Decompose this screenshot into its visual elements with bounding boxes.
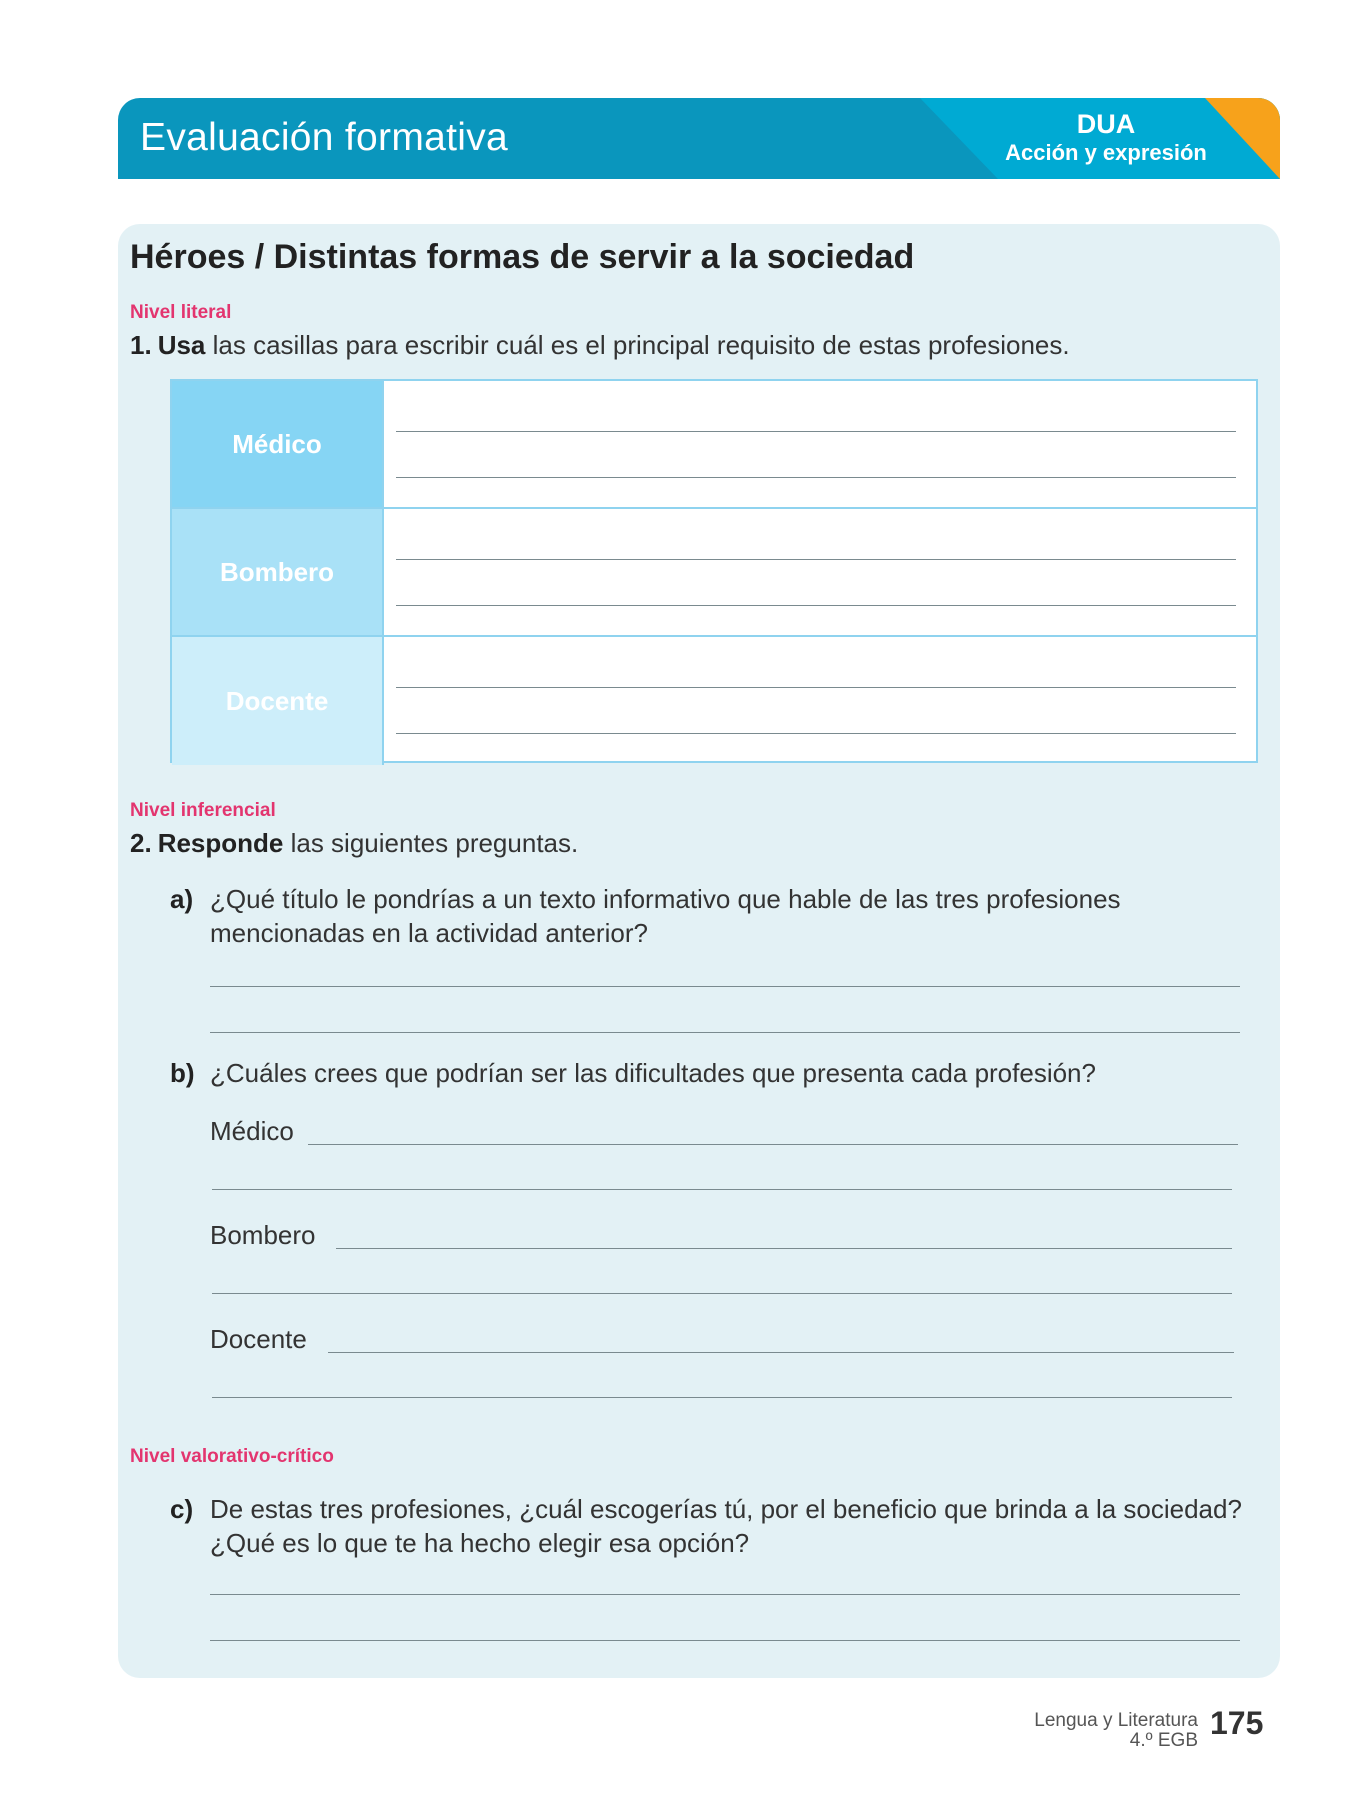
answer-line[interactable]	[396, 687, 1236, 688]
difficulty-label-medico: Médico	[210, 1116, 294, 1146]
question-2a-line2: mencionadas en la actividad anterior?	[210, 918, 648, 948]
answer-line[interactable]	[212, 1189, 1232, 1190]
question-2-text: las siguientes preguntas.	[283, 828, 579, 858]
answer-line[interactable]	[210, 1594, 1240, 1595]
answer-line[interactable]	[396, 477, 1236, 478]
answer-line[interactable]	[308, 1144, 1238, 1145]
activity-panel	[118, 224, 1280, 1678]
question-2-number: 2.	[130, 828, 152, 858]
requirements-table	[170, 379, 1258, 763]
question-2b-letter: b)	[170, 1058, 195, 1088]
question-2c-line1: De estas tres profesiones, ¿cuál escogerías tú, por el beneficio que brinda a la sociedad?	[210, 1494, 1242, 1524]
answer-line[interactable]	[396, 733, 1236, 734]
row-label-bombero: Bombero	[172, 509, 384, 635]
answer-line[interactable]	[212, 1397, 1232, 1398]
section-title: Héroes / Distintas formas de servir a la sociedad	[130, 238, 915, 276]
question-1-text: las casillas para escribir cuál es el principal requisito de estas profesiones.	[205, 330, 1070, 360]
question-2c-line2: ¿Qué es lo que te ha hecho elegir esa opción?	[210, 1528, 750, 1558]
difficulty-label-docente: Docente	[210, 1324, 307, 1354]
answer-line[interactable]	[212, 1293, 1232, 1294]
answer-line[interactable]	[396, 559, 1236, 560]
level-critical: Nivel valorativo-crítico	[130, 1446, 334, 1467]
row-label-docente: Docente	[172, 637, 384, 765]
banner-title: Evaluación formativa	[140, 116, 509, 159]
question-2b-text: ¿Cuáles crees que podrían ser las dificultades que presenta cada profesión?	[210, 1058, 1096, 1088]
answer-line[interactable]	[396, 605, 1236, 606]
question-2c-letter: c)	[170, 1494, 194, 1524]
question-1-number: 1.	[130, 330, 152, 360]
table-row	[172, 637, 1256, 765]
dua-title: DUA	[1076, 109, 1136, 139]
question-1	[130, 330, 1070, 361]
page-number: 175	[1210, 1705, 1264, 1741]
row-label-medico: Médico	[172, 381, 384, 507]
question-1-verb: Usa	[157, 330, 206, 360]
section-banner	[118, 98, 1280, 179]
answer-line[interactable]	[210, 1032, 1240, 1033]
answer-line[interactable]	[396, 431, 1236, 432]
footer-subject	[1034, 1711, 1198, 1751]
answer-line[interactable]	[210, 986, 1240, 987]
dua-subtitle: Acción y expresión	[1005, 140, 1207, 165]
answer-line[interactable]	[210, 1640, 1240, 1641]
dua-tab	[920, 98, 1280, 179]
difficulty-label-bombero: Bombero	[210, 1220, 316, 1250]
footer-subject-name: Lengua y Literatura	[1034, 1710, 1198, 1731]
answer-line[interactable]	[336, 1248, 1232, 1249]
question-2a-line1: ¿Qué título le pondrías a un texto informativo que hable de las tres profesiones	[210, 884, 1121, 914]
footer-grade: 4.º EGB	[1129, 1730, 1198, 1751]
dua-label	[996, 110, 1216, 168]
question-2a-letter: a)	[170, 884, 194, 914]
table-row	[172, 509, 1256, 637]
question-2-verb: Responde	[157, 828, 284, 858]
level-inferential: Nivel inferencial	[130, 800, 276, 821]
answer-line[interactable]	[328, 1352, 1234, 1353]
table-row	[172, 381, 1256, 509]
question-2	[130, 828, 578, 859]
level-literal: Nivel literal	[130, 302, 232, 323]
